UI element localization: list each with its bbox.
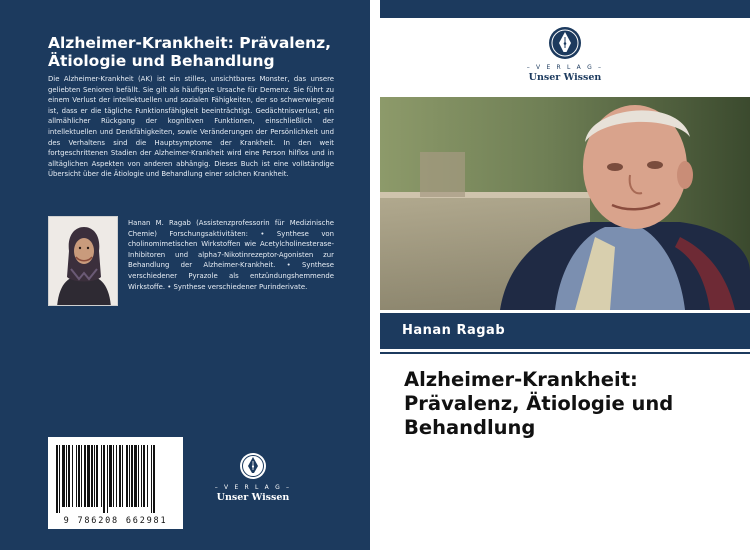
cover-gap <box>370 0 380 550</box>
back-cover <box>0 0 370 550</box>
front-author-name: Hanan Ragab <box>402 323 506 338</box>
author-divider <box>380 352 750 354</box>
cover-photo-elderly-man <box>380 97 750 310</box>
elderly-man-photo-image <box>380 97 750 310</box>
back-cover-blurb: Die Alzheimer-Krankheit (AK) ist ein stilles, unsichtbares Monster, das unsere geliebten Senioren befällt. Sie gilt als häufigste Ursache für Demenz. Sie führt zu einem Verlust der intellektuellen und sozialen Fähigkeiten, der so schwerwiegend ist, dass er die tägliche Funktionsfähigkeit beeinträchtigt. Gedächtnisverlust, ein allmählicher Rückgang der kognitiven Funktionen, einschließlich der intellektuellen und Denkfähigkeiten, sowie Veränderungen der Persönlichkeit und des Verhaltens sind die Hauptsymptome der Krankheit. In den weit fortgeschrittenen Stadien der Alzheimer-Krankheit wird eine Person hilflos und in alltäglichen Aspekten von anderen abhängig. Dieses Buch ist eine vollständige Übersicht über die Ätiologie und Behandlung einer solchen Krankheit. <box>48 75 334 179</box>
front-cover <box>380 0 750 550</box>
publisher-verlag-label: – V E R L A G – <box>214 484 292 491</box>
isbn-digits: 9 786208 662981 <box>63 516 168 526</box>
author-photo <box>48 216 118 306</box>
author-portrait-image <box>49 217 118 306</box>
author-bio: Hanan M. Ragab (Assistenzprofessorin für Medizinische Chemie) Forschungsaktivitäten: • Synthese von cholinomimetischen Wirkstoffen wie Acetylcholinesterase-Inhibitoren und alpha7-Nikotinrezeptor-Agonisten zur Behandlung der Alzheimer-Krankheit. • Synthese verschiedener Pyrazole als entzündungshemmende Wirkstoffe. • Synthese verschiedener Purinderivate. <box>128 219 334 291</box>
front-cover-title: Alzheimer-Krankheit: Prävalenz, Ätiologie und Behandlung <box>404 368 674 439</box>
publisher-logo-front <box>520 26 610 84</box>
publisher-verlag-label: – V E R L A G – <box>526 64 604 71</box>
publisher-logo-back <box>214 452 292 504</box>
back-cover-title: Alzheimer-Krankheit: Prävalenz, Ätiologie und Behandlung <box>48 34 332 70</box>
author-name-bar <box>380 313 750 349</box>
publisher-name: Unser Wissen <box>528 72 602 83</box>
front-top-band <box>380 0 750 18</box>
publisher-name: Unser Wissen <box>216 492 290 503</box>
pen-nib-logo-icon <box>548 26 582 60</box>
isbn-barcode <box>48 437 183 529</box>
barcode-bars-image <box>48 437 183 517</box>
pen-nib-logo-icon <box>239 452 267 480</box>
